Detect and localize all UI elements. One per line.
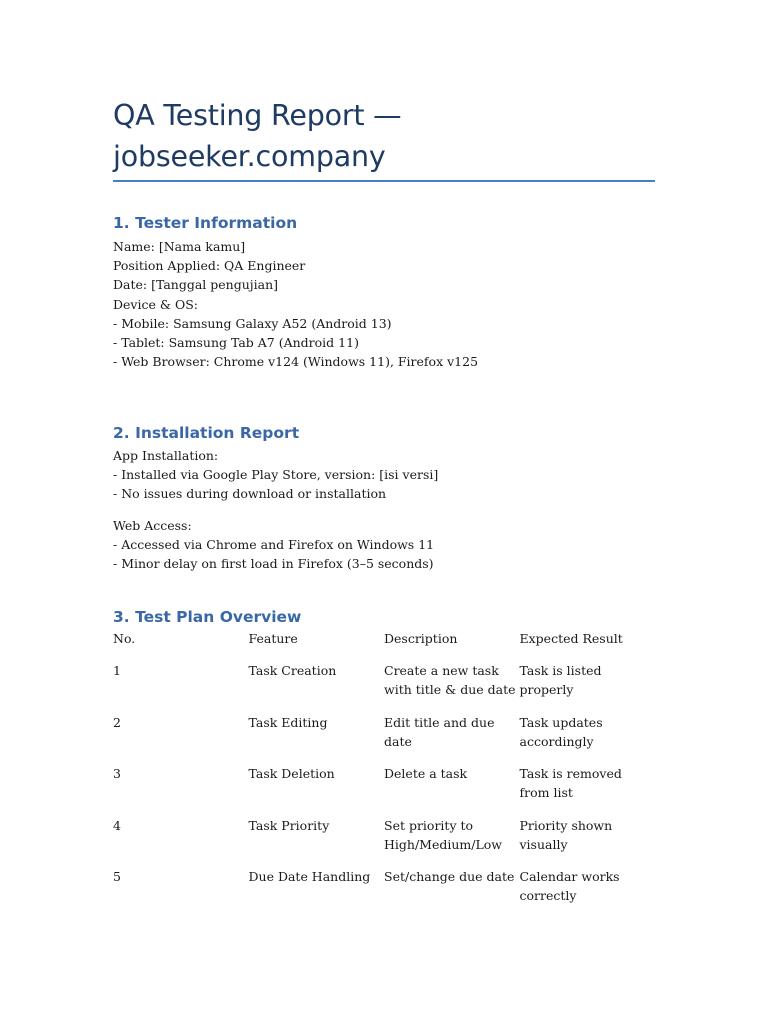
app-installation-detail-1: - Installed via Google Play Store, version: [isi versi]	[113, 467, 439, 483]
feature-cell: Task Creation	[248, 663, 337, 678]
tester-mobile-line: - Mobile: Samsung Galaxy A52 (Android 13)	[113, 315, 392, 331]
section-heading-tester-information: 1. Tester Information	[113, 214, 298, 232]
expected-result-cell: Task updates accordingly	[519, 714, 603, 749]
table-header-row	[113, 629, 655, 661]
feature-cell: Task Editing	[248, 714, 328, 730]
row-number-cell: 4	[113, 817, 121, 833]
app-installation-detail-2: - No issues during download or installation	[113, 486, 387, 502]
document-title-line-1: QA Testing Report —	[113, 99, 402, 132]
description-cell: Create a new task with title & due date	[384, 663, 516, 698]
description-cell: Delete a task	[384, 766, 468, 781]
row-number-cell: 5	[113, 869, 121, 884]
installation-report-block	[113, 446, 655, 574]
paragraph-gap	[113, 504, 655, 517]
table-row	[113, 764, 655, 816]
document-title	[113, 95, 655, 177]
expected-result-cell: Task is removed from list	[519, 766, 622, 801]
row-number-cell: 3	[113, 766, 121, 781]
row-number-cell: 1	[113, 663, 121, 678]
column-header-no: No.	[113, 631, 136, 646]
expected-result-cell: Calendar works correctly	[519, 869, 620, 904]
column-header-expected-result: Expected Result	[519, 631, 623, 646]
table-row	[113, 867, 655, 919]
web-access-detail-2: - Minor delay on first load in Firefox (3–5 seconds)	[113, 556, 434, 572]
column-header-description: Description	[384, 631, 458, 646]
tester-information-block	[113, 237, 655, 371]
app-installation-label: App Installation:	[113, 448, 219, 463]
column-header-feature: Feature	[248, 631, 298, 646]
table-row	[113, 713, 655, 765]
web-access-label: Web Access:	[113, 518, 192, 534]
feature-cell: Task Deletion	[248, 766, 335, 781]
section-heading-installation-report: 2. Installation Report	[113, 424, 300, 442]
tester-name-line: Name: [Nama kamu]	[113, 239, 246, 254]
title-underline-rule	[113, 180, 655, 182]
feature-cell: Due Date Handling	[248, 869, 371, 884]
table-row	[113, 661, 655, 713]
test-plan-table	[113, 629, 655, 919]
row-number-cell: 2	[113, 714, 121, 730]
document-title-line-2: jobseeker.company	[113, 140, 386, 173]
web-access-detail-1: - Accessed via Chrome and Firefox on Windows 11	[113, 537, 435, 553]
tester-position-line: Position Applied: QA Engineer	[113, 258, 306, 274]
tester-device-os-line: Device & OS:	[113, 296, 198, 312]
tester-web-browser-line: - Web Browser: Chrome v124 (Windows 11), Firefox v125	[113, 354, 479, 370]
tester-tablet-line: - Tablet: Samsung Tab A7 (Android 11)	[113, 334, 359, 350]
expected-result-cell: Task is listed properly	[519, 663, 602, 698]
feature-cell: Task Priority	[248, 817, 330, 833]
tester-date-line: Date: [Tanggal pengujian]	[113, 277, 279, 293]
section-heading-test-plan-overview: 3. Test Plan Overview	[113, 608, 302, 626]
table-row	[113, 816, 655, 868]
expected-result-cell: Priority shown visually	[519, 817, 613, 852]
description-cell: Set/change due date	[384, 869, 515, 884]
description-cell: Set priority to High/Medium/Low	[384, 817, 502, 852]
description-cell: Edit title and due date	[384, 714, 495, 749]
